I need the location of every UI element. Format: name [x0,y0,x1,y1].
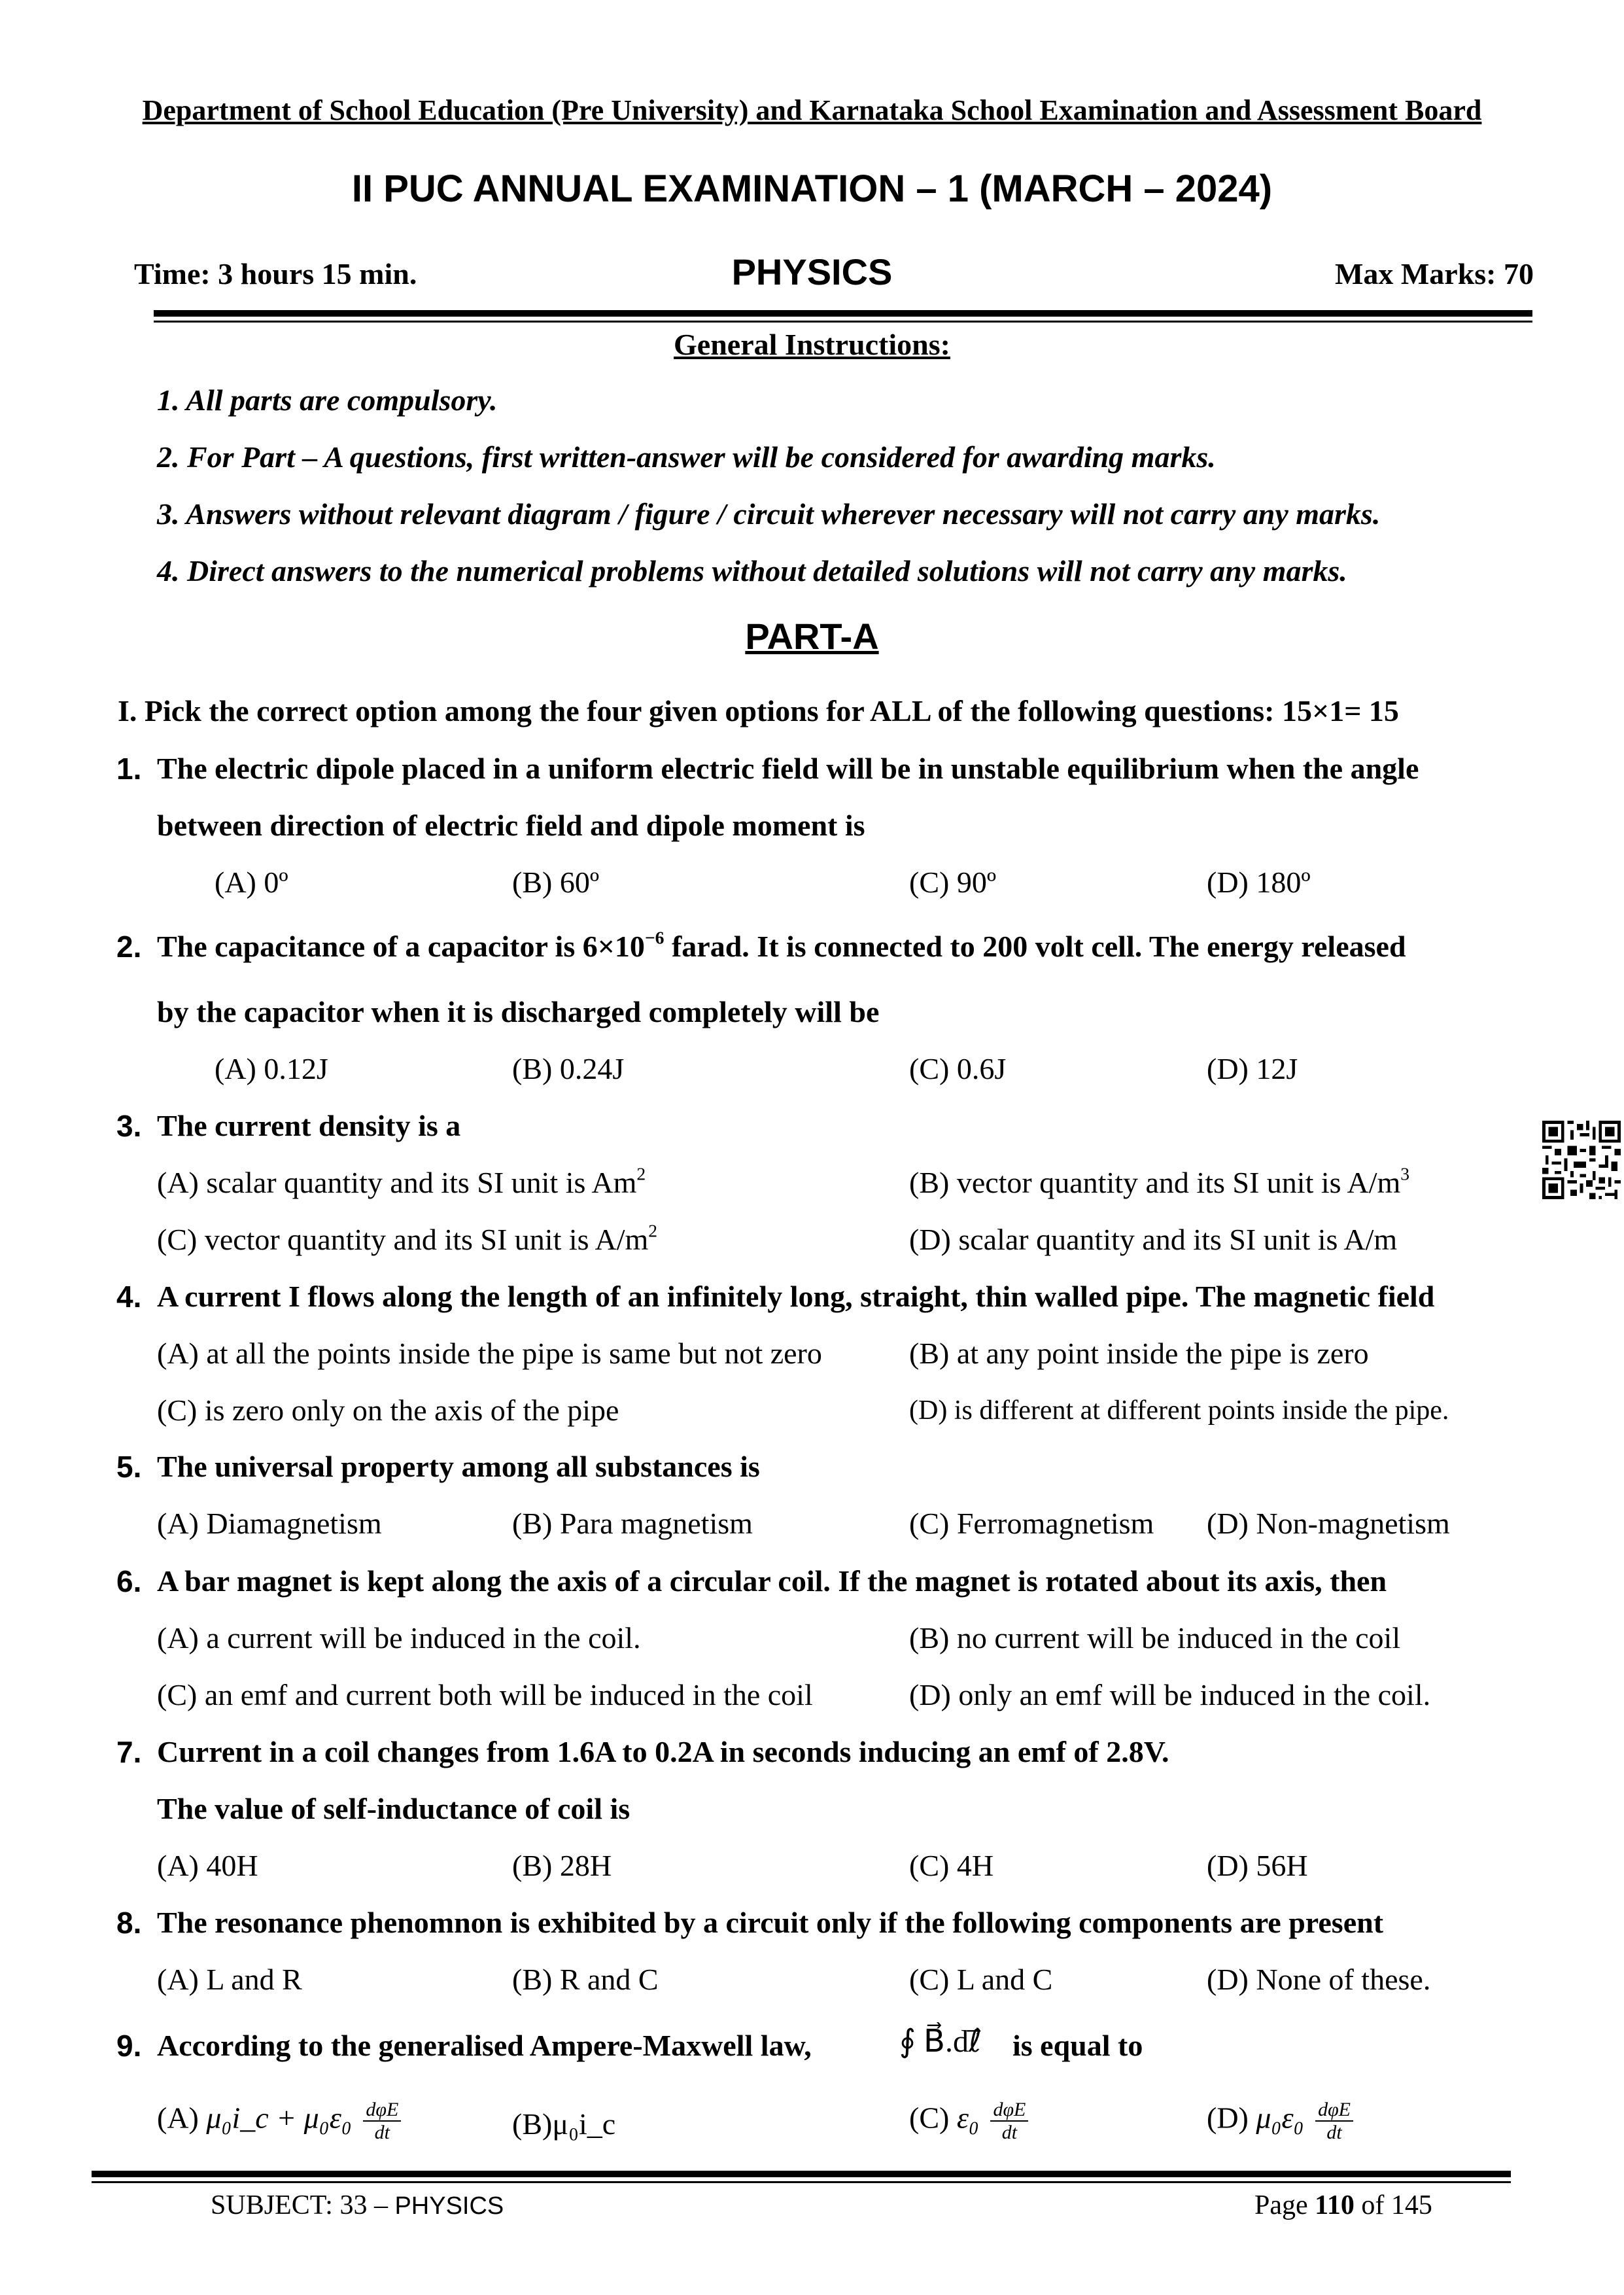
instruction-item: 3. Answers without relevant diagram / figure / circuit wherever necessary will not carry any marks. [157,497,1381,531]
option-text: (B) vector quantity and its SI unit is A/m [909,1166,1401,1199]
fraction-denominator: dt [1326,2122,1342,2143]
question-text-part: farad. It is connected to 200 volt cell. The energy released [664,930,1406,963]
fraction-denominator: dt [374,2122,390,2143]
option-a [157,2099,401,2143]
fraction [1315,2099,1353,2143]
option-a [157,1165,646,1200]
section-instruction: I. Pick the correct option among the four given options for ALL of the following questions: 15×1= 15 [118,694,1399,727]
option-expression: μ₀i_c [552,2107,616,2141]
option-c: (C) 90º [909,866,997,899]
option-label: (A) [157,2101,199,2135]
option-d [1207,2099,1353,2143]
option-a: (A) at all the points inside the pipe is same but not zero [157,1337,822,1370]
department-header: Department of School Education (Pre University) and Karnataka School Examination and Assessment Board [142,94,1482,126]
option-d: (D) Non-magnetism [1207,1507,1450,1540]
option-a: (A) Diamagnetism [157,1507,382,1540]
option-b: (B) no current will be induced in the coil [909,1621,1401,1655]
option-d: (D) 180º [1207,866,1311,899]
page-current: 110 [1315,2190,1355,2220]
fraction [363,2099,401,2143]
header-divider-thick [154,310,1532,317]
option-c: (C) 0.6J [909,1052,1007,1085]
option-expression: μ₀ε₀ [1256,2101,1304,2135]
fraction-numerator: dφE [990,2099,1028,2122]
option-c [157,1222,657,1257]
question-number: 8. [116,1906,142,1940]
instructions-heading: General Instructions: [674,328,950,361]
option-b [909,1165,1409,1200]
option-a: (A) a current will be induced in the coil. [157,1621,641,1655]
question-number: 5. [116,1450,142,1484]
question-number: 2. [116,930,142,964]
question-text: Current in a coil changes from 1.6A to 0.2A in seconds inducing an emf of 2.8V. [157,1735,1169,1768]
option-label: (B) [512,2107,553,2141]
fraction-numerator: dφE [363,2099,401,2122]
option-a: (A) 40H [157,1849,258,1882]
option-d: (D) 12J [1207,1052,1298,1085]
exponent: 3 [1400,1163,1410,1184]
fraction-numerator: dφE [1315,2099,1353,2122]
question-text: The electric dipole placed in a uniform electric field will be in unstable equilibrium when the angle [157,752,1419,785]
option-label: (D) [1207,2101,1249,2135]
option-b: (B) Para magnetism [512,1507,753,1540]
option-a: (A) 0.12J [215,1052,328,1085]
question-text: The universal property among all substances is [157,1450,760,1483]
option-d: (D) only an emf will be induced in the coil. [909,1678,1431,1711]
option-text: (A) scalar quantity and its SI unit is Am [157,1166,637,1199]
question-text [157,929,1406,964]
option-label: (C) [909,2101,950,2135]
option-c: (C) 4H [909,1849,994,1882]
page-number [1254,2190,1432,2221]
exponent: 2 [636,1163,646,1184]
header-divider-thin [154,321,1532,323]
question-text: The current density is a [157,1109,461,1142]
qr-code-icon [1542,1121,1621,1199]
question-number: 3. [116,1109,142,1143]
option-expression: μ₀i_c + μ₀ε₀ [206,2101,352,2135]
option-d: (D) None of these. [1207,1963,1431,1996]
fraction [990,2099,1028,2143]
instruction-item: 1. All parts are compulsory. [157,383,498,417]
question-number: 6. [116,1564,142,1598]
option-c: (C) Ferromagnetism [909,1507,1154,1540]
option-a: (A) L and R [157,1963,302,1996]
question-text: is equal to [1012,2029,1143,2062]
exponent: 2 [648,1220,658,1241]
footer-subject [211,2190,504,2221]
page-suffix: of 145 [1354,2190,1432,2220]
option-c [909,2099,1028,2143]
question-text: between direction of electric field and dipole moment is [157,809,865,842]
question-number: 9. [116,2029,142,2063]
question-text: by the capacitor when it is discharged completely will be [157,995,880,1028]
footer-divider-thick [92,2171,1511,2177]
option-d: (D) scalar quantity and its SI unit is A/m [909,1223,1398,1256]
part-a-heading: PART-A [745,616,879,657]
instruction-item: 2. For Part – A questions, first written-answer will be considered for awarding marks. [157,440,1216,474]
page-prefix: Page [1254,2190,1315,2220]
instruction-item: 4. Direct answers to the numerical problems without detailed solutions will not carry any marks. [157,554,1347,587]
max-marks: Max Marks: 70 [1334,257,1534,290]
footer-divider-thin [92,2181,1511,2183]
question-text-part: The capacitance of a capacitor is 6×10 [157,930,645,963]
question-text: The value of self-inductance of coil is [157,1792,631,1825]
option-b: (B) R and C [512,1963,659,1996]
option-c: (C) L and C [909,1963,1053,1996]
footer-subject-label: SUBJECT: 33 – [211,2190,395,2220]
fraction-denominator: dt [1001,2122,1018,2143]
question-number: 4. [116,1280,142,1314]
question-number: 1. [116,752,142,786]
question-text: A bar magnet is kept along the axis of a circular coil. If the magnet is rotated about its axis, then [157,1564,1387,1598]
option-b: (B) 0.24J [512,1052,625,1085]
closed-line-integral: ∮ B⃗.dℓ⃗ [899,2024,982,2059]
option-b: (B) 60º [512,866,600,899]
exam-duration: Time: 3 hours 15 min. [134,257,417,290]
question-number: 7. [116,1735,142,1769]
option-expression: ε₀ [956,2101,979,2135]
footer-subject-name: PHYSICS [394,2192,504,2220]
exam-title: II PUC ANNUAL EXAMINATION – 1 (MARCH – 2024) [351,167,1273,210]
option-text: (C) vector quantity and its SI unit is A/m [157,1223,649,1256]
option-d: (D) 56H [1207,1849,1308,1882]
option-b: (B) 28H [512,1849,612,1882]
exponent: −6 [644,927,665,948]
option-a: (A) 0º [215,866,288,899]
option-b [512,2107,615,2141]
subject-title: PHYSICS [731,251,893,292]
question-text: A current I flows along the length of an infinitely long, straight, thin walled pipe. The magnetic field [157,1280,1435,1313]
option-c: (C) is zero only on the axis of the pipe [157,1393,619,1427]
question-text: According to the generalised Ampere-Maxwell law, [157,2029,812,2062]
option-b: (B) at any point inside the pipe is zero [909,1337,1369,1370]
question-text: The resonance phenomnon is exhibited by a circuit only if the following components are present [157,1906,1384,1939]
option-c: (C) an emf and current both will be induced in the coil [157,1678,813,1711]
option-d: (D) is different at different points inside the pipe. [909,1395,1449,1426]
